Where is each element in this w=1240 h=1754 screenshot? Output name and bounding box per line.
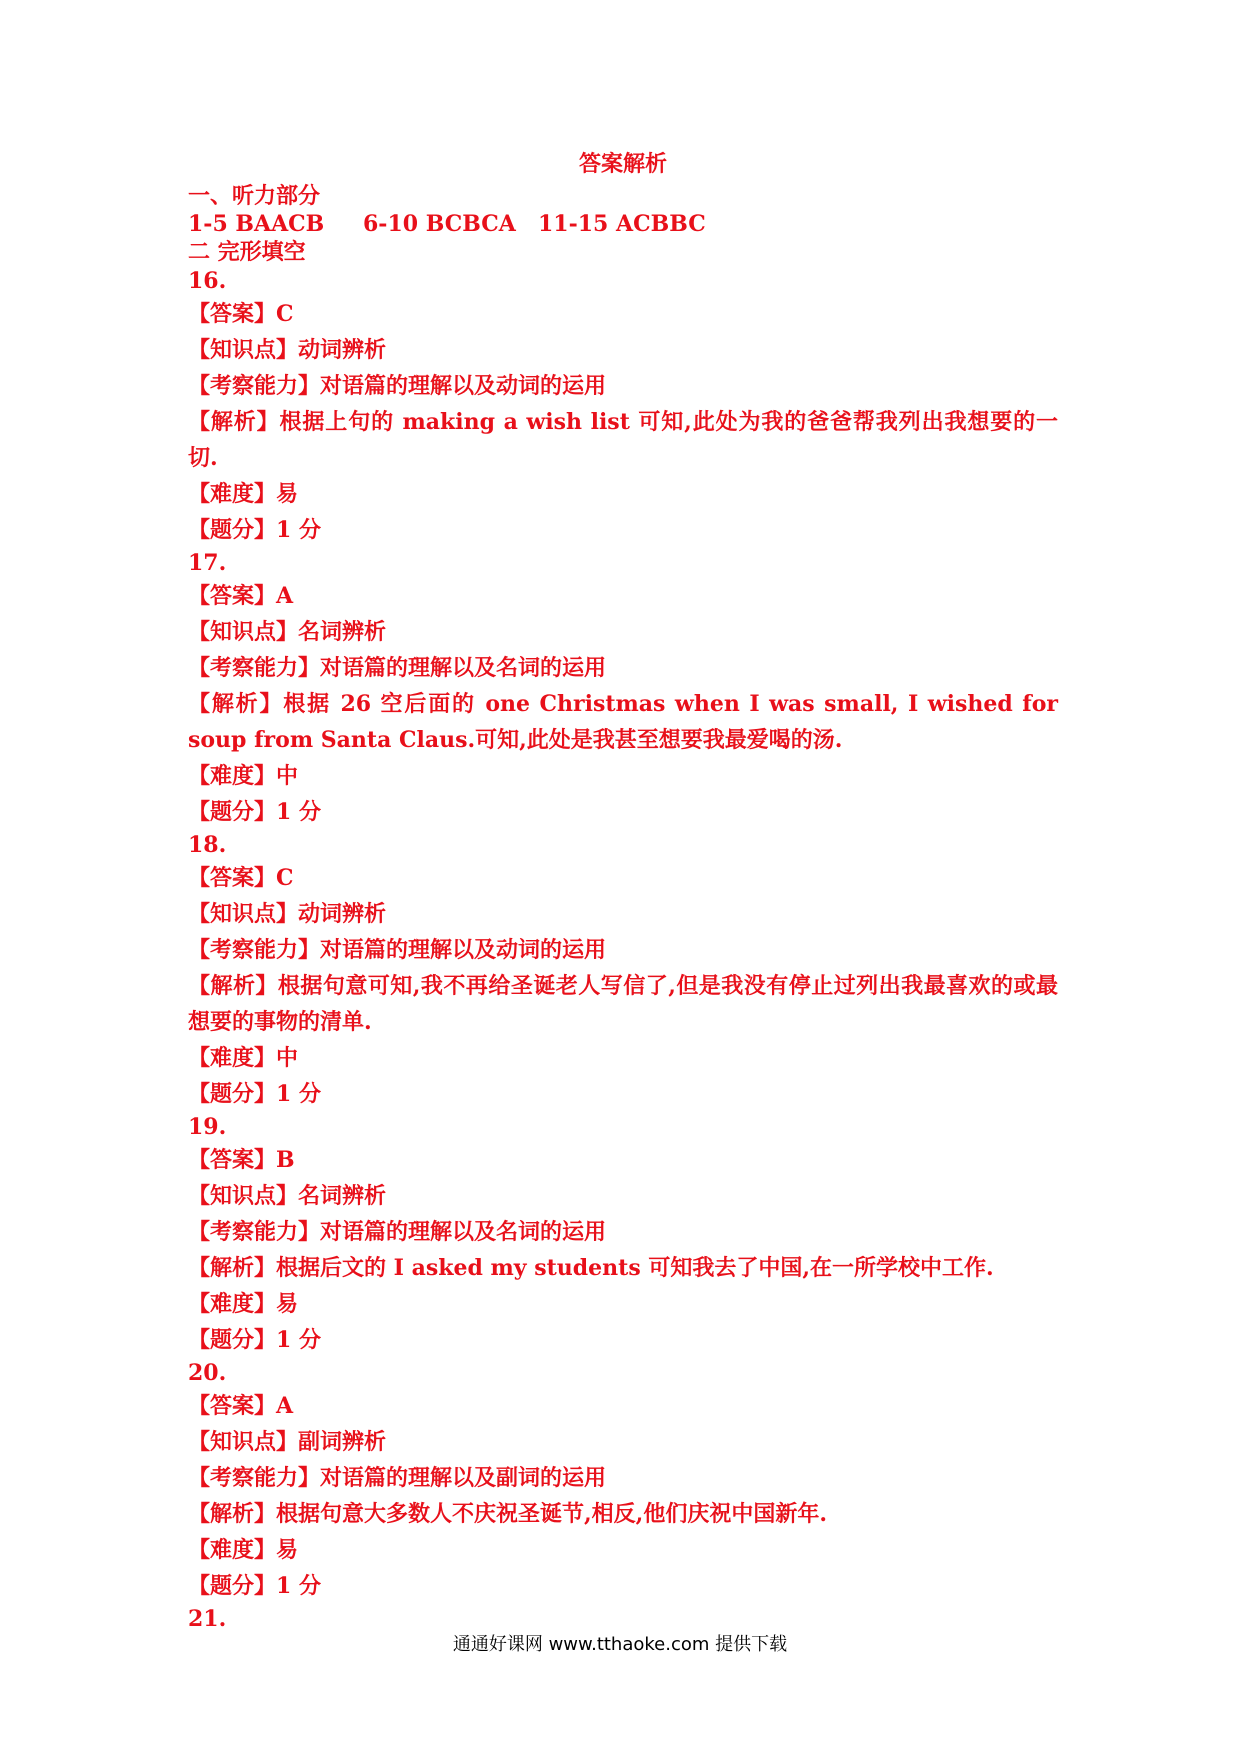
answer-field: 【答案】A	[188, 1393, 294, 1419]
knowledge-field: 【知识点】名词辨析	[188, 619, 387, 645]
answer-field: 【答案】C	[188, 865, 294, 891]
score-field: 【题分】1 分	[188, 1573, 321, 1599]
page-title: 答案解析	[578, 151, 667, 177]
question-number: 16.	[188, 268, 227, 294]
section-heading-listening: 一、听力部分	[188, 183, 321, 209]
difficulty-field: 【难度】易	[188, 481, 299, 507]
question-block	[188, 1112, 1058, 1358]
answer-field: 【答案】C	[188, 301, 294, 327]
ability-field: 【考察能力】对语篇的理解以及名词的运用	[188, 655, 607, 681]
document-page	[188, 146, 1058, 1634]
question-number: 20.	[188, 1360, 227, 1386]
knowledge-field: 【知识点】名词辨析	[188, 1183, 387, 1209]
ability-field: 【考察能力】对语篇的理解以及名词的运用	[188, 1219, 607, 1245]
analysis-field: 【解析】根据句意大多数人不庆祝圣诞节,相反,他们庆祝中国新年.	[188, 1501, 827, 1527]
answer-range-6-10: 6-10 BCBCA	[363, 211, 516, 237]
difficulty-field: 【难度】中	[188, 763, 299, 789]
question-number: 19.	[188, 1114, 227, 1140]
knowledge-field: 【知识点】副词辨析	[188, 1429, 387, 1455]
knowledge-field: 【知识点】动词辨析	[188, 901, 387, 927]
question-number-next: 21.	[188, 1606, 227, 1632]
question-block	[188, 266, 1058, 548]
answer-range-11-15: 11-15 ACBBC	[538, 211, 706, 237]
analysis-field: 【解析】根据上句的 making a wish list 可知,此处为我的爸爸帮我列出我想要的一切.	[188, 409, 1058, 471]
knowledge-field: 【知识点】动词辨析	[188, 337, 387, 363]
answer-range-1-5: 1-5 BAACB	[188, 211, 325, 237]
question-block	[188, 830, 1058, 1112]
section-heading-cloze: 二 完形填空	[188, 239, 306, 265]
ability-field: 【考察能力】对语篇的理解以及动词的运用	[188, 373, 607, 399]
difficulty-field: 【难度】易	[188, 1291, 299, 1317]
analysis-field: 【解析】根据 26 空后面的 one Christmas when I was small, I wished for soup from Santa Claus.可知,此处是我甚至想要我最爱喝的汤.	[188, 691, 1058, 753]
analysis-field: 【解析】根据后文的 I asked my students 可知我去了中国,在一所学校中工作.	[188, 1255, 994, 1281]
ability-field: 【考察能力】对语篇的理解以及副词的运用	[188, 1465, 607, 1491]
ability-field: 【考察能力】对语篇的理解以及动词的运用	[188, 937, 607, 963]
score-field: 【题分】1 分	[188, 799, 321, 825]
score-field: 【题分】1 分	[188, 1081, 321, 1107]
answer-field: 【答案】B	[188, 1147, 295, 1173]
question-block	[188, 1358, 1058, 1604]
difficulty-field: 【难度】中	[188, 1045, 299, 1071]
listening-answers	[188, 210, 1058, 238]
question-number: 17.	[188, 550, 227, 576]
answer-field: 【答案】A	[188, 583, 294, 609]
page-footer: 通通好课网 www.tthaoke.com 提供下载	[452, 1634, 788, 1655]
difficulty-field: 【难度】易	[188, 1537, 299, 1563]
question-number: 18.	[188, 832, 227, 858]
question-block	[188, 548, 1058, 830]
analysis-field: 【解析】根据句意可知,我不再给圣诞老人写信了,但是我没有停止过列出我最喜欢的或最想要的事物的清单.	[188, 973, 1058, 1035]
score-field: 【题分】1 分	[188, 517, 321, 543]
score-field: 【题分】1 分	[188, 1327, 321, 1353]
